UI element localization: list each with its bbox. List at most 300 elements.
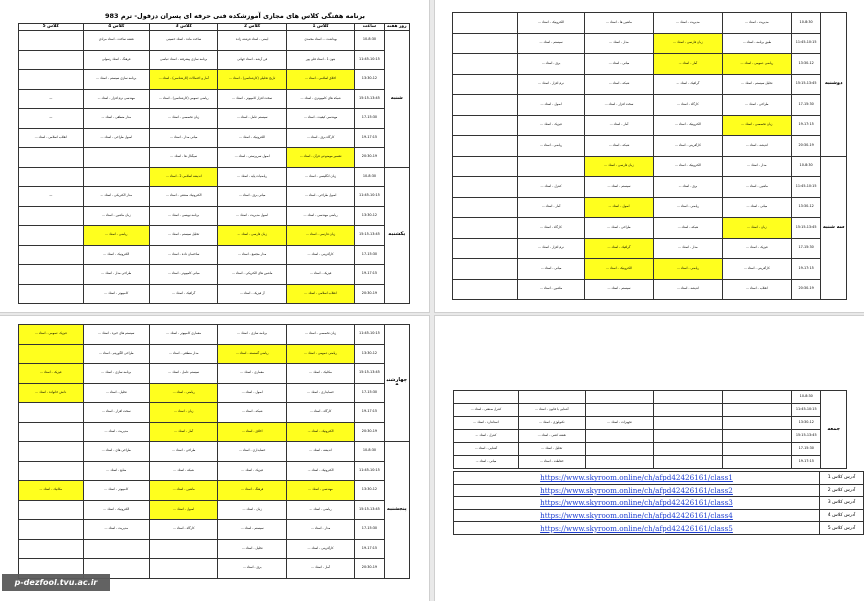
class-link[interactable]: https://www.skyroom.online/ch/afpd42426161/class1 <box>454 472 820 485</box>
schedule-table <box>452 12 847 300</box>
schedule-page-2 <box>435 0 864 312</box>
course-cell: طراحی - استاد ... <box>585 218 654 239</box>
course-cell: مبانی - استاد ... <box>454 456 519 469</box>
course-cell: انقلاب - استاد ... <box>722 279 791 300</box>
course-cell: طراحی - استاد ... <box>150 442 218 462</box>
watermark: p-dezfool.tvu.ac.ir <box>2 574 110 591</box>
course-cell: برق - استاد ... <box>518 54 585 75</box>
course-cell <box>19 31 84 51</box>
time-cell: 15:15-13:45 <box>355 364 384 384</box>
course-cell: مهندسی - استاد ... <box>286 481 354 501</box>
time-cell: 19-17:15 <box>355 403 384 423</box>
day-cell: دوشنبه <box>821 13 847 157</box>
course-cell: تفسیر موضوعی قرآن - استاد ... <box>286 148 354 168</box>
course-cell: اصول - استاد ... <box>585 197 654 218</box>
schedule-title: برنامه هفتگی کلاس های مجازی آموزشکده فنی حرفه ای پسران دزفول- ترم 983 <box>105 12 365 20</box>
course-cell: مدار - استاد ... <box>722 156 791 177</box>
course-cell: شبکه - استاد ... <box>585 74 654 95</box>
course-cell: فیزیک - استاد ... <box>518 115 585 136</box>
course-cell: الکترونیک - استاد ... <box>286 461 354 481</box>
course-cell: نرم افزار - استاد ... <box>518 238 585 259</box>
course-cell: فیزیک - استاد ... <box>286 265 354 285</box>
time-cell: 19-17:15 <box>792 456 821 469</box>
course-cell: نرم افزار - استاد ... <box>518 74 585 95</box>
course-cell: اصول طراحی - استاد ... <box>286 187 354 207</box>
course-cell: ریاضی - استاد ... <box>653 259 722 280</box>
course-cell: ماشین - استاد ... <box>150 481 218 501</box>
course-cell: کنترل صنعتی - استاد ... <box>454 404 519 417</box>
time-cell: 20:30-19 <box>791 279 821 300</box>
time-cell: 17-15:30 <box>355 383 384 403</box>
course-cell: دانش خانواده - استاد ... <box>19 383 84 403</box>
class-links-table <box>453 471 864 535</box>
course-cell <box>654 391 723 404</box>
course-cell: آشنایی - استاد ... <box>454 443 519 456</box>
time-cell: 13:30-12 <box>355 344 384 364</box>
course-cell: سیستم - استاد ... <box>585 177 654 198</box>
course-cell <box>83 148 149 168</box>
course-cell <box>453 74 518 95</box>
day-cell: یکشنبه <box>384 167 409 304</box>
course-cell: برنامه سازی - استاد ... <box>218 325 286 345</box>
course-cell <box>585 443 654 456</box>
class-link-label: آدرس کلاس 3 <box>820 497 864 510</box>
course-cell: حسابداری - استاد ... <box>218 442 286 462</box>
header-cell: کلاس 5 <box>19 24 84 31</box>
time-cell: 10-8:30 <box>792 391 821 404</box>
time-cell: 15:15-13:45 <box>791 218 821 239</box>
header-cell: کلاس 3 <box>150 24 218 31</box>
day-cell: شنبه <box>384 31 409 168</box>
course-cell: گرافیک - استاد ... <box>585 238 654 259</box>
course-cell: زبان تخصصی - استاد ... <box>150 109 218 129</box>
course-cell <box>518 156 585 177</box>
header-cell: کلاس 1 <box>286 24 354 31</box>
course-cell: مدار - استاد ... <box>585 33 654 54</box>
course-cell: شبکه - استاد ... <box>150 461 218 481</box>
course-cell: تاریخ تحلیلی (کارشناسی) - استاد ... <box>218 70 286 90</box>
course-cell: مدیریت - استاد ... <box>722 13 791 34</box>
course-cell: طراحی های - استاد ... <box>83 442 149 462</box>
course-cell: سیستم عامل - استاد ... <box>150 364 218 384</box>
course-cell <box>19 245 84 265</box>
course-cell: تحلیل - استاد ... <box>83 383 149 403</box>
course-cell <box>654 443 723 456</box>
course-cell: مدار منطقی - استاد ... <box>83 109 149 129</box>
course-cell: زبان ماشین - استاد ... <box>83 206 149 226</box>
course-cell <box>518 391 585 404</box>
course-cell: تکنولوژی - استاد ... <box>518 417 585 430</box>
course-cell <box>19 500 84 520</box>
course-cell: مبانی - استاد ... <box>518 259 585 280</box>
course-cell: بهداشت ... استاد محمدی <box>286 31 354 51</box>
course-cell: ساخت ماده - استاد حسینی <box>150 31 218 51</box>
class-link[interactable]: https://www.skyroom.online/ch/afpd42426161/class2 <box>454 484 820 497</box>
time-cell: 10-8:30 <box>355 167 384 187</box>
course-cell <box>19 520 84 540</box>
course-cell: اخلاق اسلامی - استاد ... <box>286 70 354 90</box>
course-cell: — <box>19 89 84 109</box>
course-cell: اصول سرپرستی - استاد ... <box>218 148 286 168</box>
course-cell <box>454 391 519 404</box>
time-cell: 13:30-12 <box>792 417 821 430</box>
course-cell <box>585 391 654 404</box>
course-cell: معماری کامپیوتر - استاد ... <box>150 325 218 345</box>
time-cell: 17-15:30 <box>355 520 384 540</box>
course-cell <box>19 284 84 304</box>
time-cell: 20:30-19 <box>355 422 384 442</box>
time-cell: 13:30-12 <box>791 54 821 75</box>
class-link-label: آدرس کلاس 2 <box>820 484 864 497</box>
course-cell: مبانی - استاد ... <box>722 197 791 218</box>
course-cell <box>19 148 84 168</box>
course-cell: منابع - استاد ... <box>83 461 149 481</box>
course-cell: اندیشه اسلامی 2 - استاد ... <box>150 167 218 187</box>
course-cell: برق - استاد ... <box>653 177 722 198</box>
course-cell: انقلاب اسلامی - استاد ... <box>286 284 354 304</box>
course-cell: فیزیک - استاد ... <box>19 364 84 384</box>
course-cell <box>585 430 654 443</box>
course-cell: نقشه ساخت - استاد مرادی <box>83 31 149 51</box>
course-cell: ریاضی عمومی - استاد ... <box>286 344 354 364</box>
course-cell <box>453 279 518 300</box>
course-cell: آمار و احتمالات (کارشناسی) - استاد ... <box>150 70 218 90</box>
time-cell: 15:15-13:45 <box>792 430 821 443</box>
course-cell: زبان فارسی - استاد ... <box>653 33 722 54</box>
time-cell: 15:15-13:45 <box>355 226 384 246</box>
time-cell: 11:45-10:15 <box>355 325 384 345</box>
course-cell <box>19 265 84 285</box>
course-cell: گرافیک - استاد ... <box>150 284 218 304</box>
time-cell: 17-15:30 <box>791 238 821 259</box>
time-cell: 20:30-19 <box>355 148 384 168</box>
course-cell: آشنایی با قانون - استاد ... <box>518 404 585 417</box>
course-cell: ریاضی عمومی (کارشناسی) - استاد ... <box>150 89 218 109</box>
time-cell: 15:15-13:45 <box>355 89 384 109</box>
time-cell: 19-17:15 <box>791 259 821 280</box>
course-cell: انقلاب اسلامی - استاد ... <box>19 128 84 148</box>
course-cell <box>723 404 792 417</box>
course-cell: الکترونیک - استاد ... <box>218 128 286 148</box>
time-cell: 20:30-19 <box>355 559 384 579</box>
course-cell: ریاضی عمومی - استاد ... <box>722 54 791 75</box>
course-cell: الکترونیک صنعتی - استاد ... <box>150 187 218 207</box>
course-cell <box>83 167 149 187</box>
course-cell: مکانیک - استاد ... <box>286 364 354 384</box>
course-cell: فن آرشه - استاد جهانی <box>218 50 286 70</box>
course-cell: ایمنی - استاد فرشته زاده <box>218 31 286 51</box>
course-cell <box>723 391 792 404</box>
course-cell: الکترونیک - استاد ... <box>653 115 722 136</box>
course-cell: مدیریت - استاد ... <box>83 520 149 540</box>
course-cell: ریاضیات پایه - استاد ... <box>218 167 286 187</box>
course-cell: مبانی مدار - استاد ... <box>150 128 218 148</box>
course-cell <box>453 259 518 280</box>
course-cell: اصول - استاد ... <box>218 383 286 403</box>
course-cell: شبکه - استاد ... <box>218 403 286 423</box>
course-cell: مبانی کامپیوتر - استاد ... <box>150 265 218 285</box>
course-cell: کنترل - استاد ... <box>518 177 585 198</box>
course-cell <box>19 539 84 559</box>
course-cell: کارگاه - استاد ... <box>150 520 218 540</box>
time-cell: 10-8:30 <box>355 31 384 51</box>
course-cell <box>585 456 654 469</box>
course-cell: استاندارد - استاد ... <box>454 417 519 430</box>
course-cell <box>453 136 518 157</box>
course-cell: سیستم عامل - استاد ... <box>218 109 286 129</box>
course-cell: ریاضی مهندسی - استاد ... <box>286 206 354 226</box>
time-cell: 11:45-10:15 <box>791 177 821 198</box>
course-cell: شبکه های کامپیوتری - استاد ... <box>286 89 354 109</box>
course-cell: آز فیزیک - استاد ... <box>218 284 286 304</box>
course-cell: الکترونیک - استاد ... <box>286 422 354 442</box>
course-cell <box>723 443 792 456</box>
course-cell <box>150 539 218 559</box>
course-cell: مدیریت - استاد ... <box>653 13 722 34</box>
course-cell <box>19 442 84 462</box>
course-cell: شبکه - استاد ... <box>585 136 654 157</box>
course-cell: سیستم - استاد ... <box>218 520 286 540</box>
class-link[interactable]: https://www.skyroom.online/ch/afpd42426161/class5 <box>454 522 820 535</box>
course-cell: ریاضی - استاد ... <box>83 226 149 246</box>
course-cell <box>19 344 84 364</box>
time-cell: 17-15:30 <box>355 109 384 129</box>
course-cell: مدیریت - استاد ... <box>83 422 149 442</box>
course-cell <box>150 559 218 579</box>
course-cell: کامپیوتر - استاد ... <box>83 481 149 501</box>
course-cell <box>19 422 84 442</box>
course-cell: زبان فارسی - استاد ... <box>585 156 654 177</box>
course-cell: کارگاه - استاد ... <box>286 403 354 423</box>
course-cell: طراحی الگوریتم - استاد ... <box>83 344 149 364</box>
day-cell: جمعه <box>821 391 847 469</box>
course-cell: ساختمان داده - استاد ... <box>150 245 218 265</box>
course-cell: ریاضی - استاد ... <box>518 136 585 157</box>
time-cell: 13:30-12 <box>791 197 821 218</box>
time-cell: 20:30-19 <box>355 284 384 304</box>
friday-table <box>453 390 847 469</box>
course-cell: الکترونیک - استاد ... <box>518 13 585 34</box>
class-link-label: آدرس کلاس 5 <box>820 522 864 535</box>
course-cell: مدار - استاد ... <box>286 520 354 540</box>
course-cell <box>19 226 84 246</box>
course-cell: معماری - استاد ... <box>218 364 286 384</box>
course-cell: الکترونیک - استاد ... <box>83 245 149 265</box>
course-cell <box>654 430 723 443</box>
course-cell: تحلیل سیستم - استاد ... <box>722 74 791 95</box>
course-cell <box>19 70 84 90</box>
time-cell: 19-17:15 <box>355 265 384 285</box>
course-cell: کامپیوتر - استاد ... <box>83 284 149 304</box>
course-cell: ریاضی - استاد ... <box>653 197 722 218</box>
course-cell: الکترونیک - استاد ... <box>585 259 654 280</box>
course-cell: اندیشه - استاد ... <box>286 442 354 462</box>
time-cell: 17-15:30 <box>791 95 821 116</box>
course-cell: حسابداری - استاد ... <box>286 383 354 403</box>
course-cell: اصول طراحی - استاد ... <box>83 128 149 148</box>
course-cell: کارآفرینی - استاد ... <box>286 245 354 265</box>
course-cell: برنامه سازی - استاد ... <box>83 364 149 384</box>
course-cell <box>723 456 792 469</box>
day-cell: پنجشنبه <box>384 442 409 579</box>
course-cell: کارآفرینی - استاد ... <box>653 136 722 157</box>
time-cell: 11:45-10:15 <box>355 50 384 70</box>
course-cell: بتون 1 - استاد قلی پور <box>286 50 354 70</box>
course-cell: کارگاه - استاد ... <box>653 95 722 116</box>
course-cell: زبان انگلیسی - استاد ... <box>286 167 354 187</box>
class-link-label: آدرس کلاس 4 <box>820 509 864 522</box>
course-cell <box>654 456 723 469</box>
class-link[interactable]: https://www.skyroom.online/ch/afpd42426161/class4 <box>454 509 820 522</box>
course-cell: ماشین های الکتریکی - استاد ... <box>218 265 286 285</box>
day-cell: چهارشنبه <box>384 325 409 442</box>
time-cell: 17-15:30 <box>792 443 821 456</box>
time-cell: 11:45-10:15 <box>355 461 384 481</box>
course-cell: فیزیک عمومی - استاد ... <box>19 325 84 345</box>
course-cell: کارآفرینی - استاد ... <box>286 539 354 559</box>
header-cell: روز هفته <box>384 24 409 31</box>
course-cell: آمار - استاد ... <box>286 559 354 579</box>
course-cell: فیزیک - استاد ... <box>722 238 791 259</box>
course-cell <box>19 461 84 481</box>
course-cell: تحلیل سیستم - استاد ... <box>150 226 218 246</box>
course-cell <box>453 95 518 116</box>
course-cell: آمار - استاد ... <box>585 115 654 136</box>
course-cell: برنامه سازی پیشرفته - استاد عباسی <box>150 50 218 70</box>
time-cell: 11:45-10:15 <box>792 404 821 417</box>
day-cell: سه شنبه <box>821 156 847 300</box>
course-cell: زبان - استاد ... <box>218 500 286 520</box>
time-cell: 20:30-19 <box>791 136 821 157</box>
class-link[interactable]: https://www.skyroom.online/ch/afpd42426161/class3 <box>454 497 820 510</box>
time-cell: 11:45-10:15 <box>791 33 821 54</box>
course-cell: زبان فارسی - استاد ... <box>286 226 354 246</box>
course-cell <box>453 115 518 136</box>
course-cell: — <box>19 109 84 129</box>
course-cell: اخلاق - استاد ... <box>218 422 286 442</box>
course-cell: تحلیل - استاد ... <box>218 539 286 559</box>
schedule-page-3 <box>0 316 429 601</box>
course-cell: کنترل - استاد ... <box>454 430 519 443</box>
course-cell: حفاظت - استاد ... <box>518 456 585 469</box>
course-cell: سیستم های خبره - استاد ... <box>83 325 149 345</box>
time-cell: 19-17:15 <box>355 539 384 559</box>
time-cell: 15:15-13:45 <box>791 74 821 95</box>
course-cell: برنامه سازی سیستم - استاد ... <box>83 70 149 90</box>
course-cell: مبانی - استاد ... <box>585 54 654 75</box>
course-cell <box>453 33 518 54</box>
course-cell <box>453 156 518 177</box>
course-cell: اصول - استاد ... <box>150 500 218 520</box>
course-cell: مکانیک - استاد ... <box>19 481 84 501</box>
course-cell: اصول - استاد ... <box>518 95 585 116</box>
course-cell: زبان تخصصی - استاد ... <box>286 325 354 345</box>
course-cell: ریاضی - استاد ... <box>150 383 218 403</box>
course-cell <box>453 13 518 34</box>
course-cell <box>453 197 518 218</box>
course-cell: ریاضی گسسته - استاد ... <box>218 344 286 364</box>
time-cell: 10-8:30 <box>791 13 821 34</box>
course-cell: مهندسی نرم افزار - استاد ... <box>83 89 149 109</box>
course-cell: سیگنال ها - استاد ... <box>150 148 218 168</box>
course-cell: اندیشه - استاد ... <box>722 136 791 157</box>
header-cell: ساعت <box>355 24 384 31</box>
course-cell: زبان فارسی - استاد ... <box>218 226 286 246</box>
course-cell: کارگاه برق - استاد ... <box>286 128 354 148</box>
course-cell: نقشه کشی - استاد ... <box>518 430 585 443</box>
course-cell: الکترونیک - استاد ... <box>653 156 722 177</box>
course-cell <box>19 50 84 70</box>
course-cell: ماشین - استاد ... <box>518 279 585 300</box>
course-cell <box>83 539 149 559</box>
course-cell <box>453 218 518 239</box>
time-cell: 10-8:30 <box>355 442 384 462</box>
course-cell: اندیشه - استاد ... <box>653 279 722 300</box>
course-cell: کارآفرینی - استاد ... <box>722 259 791 280</box>
course-cell: اصول مدیریت - استاد ... <box>218 206 286 226</box>
course-cell: مبانی برق - استاد ... <box>218 187 286 207</box>
course-cell: طراحی مدار - استاد ... <box>83 265 149 285</box>
course-cell: آمار - استاد ... <box>150 422 218 442</box>
course-cell: زبان - استاد ... <box>150 403 218 423</box>
course-cell: تجهیزات - استاد ... <box>585 417 654 430</box>
course-cell <box>453 177 518 198</box>
course-cell: مدار الکتریکی - استاد ... <box>83 187 149 207</box>
course-cell: سخت افزار - استاد ... <box>585 95 654 116</box>
course-cell: برنامه نویسی - استاد ... <box>150 206 218 226</box>
course-cell <box>19 167 84 187</box>
time-cell: 15:15-13:45 <box>355 500 384 520</box>
course-cell: کارگاه - استاد ... <box>518 218 585 239</box>
course-cell: سخت افزار - استاد ... <box>83 403 149 423</box>
course-cell: — <box>19 187 84 207</box>
course-cell: طراحی - استاد ... <box>722 95 791 116</box>
course-cell: آمار - استاد ... <box>518 197 585 218</box>
header-cell: کلاس 2 <box>218 24 286 31</box>
course-cell: مدار منطقی - استاد ... <box>150 344 218 364</box>
time-cell: 13:30-12 <box>355 206 384 226</box>
time-cell: 17-15:30 <box>355 245 384 265</box>
course-cell: ماشین - استاد ... <box>722 177 791 198</box>
course-cell: فیزیک - استاد ... <box>218 461 286 481</box>
time-cell: 19-17:15 <box>791 115 821 136</box>
class-link-label: آدرس کلاس 1 <box>820 472 864 485</box>
schedule-table <box>18 324 410 579</box>
course-cell: ریاضی - استاد ... <box>286 500 354 520</box>
course-cell <box>19 403 84 423</box>
course-cell <box>585 404 654 417</box>
course-cell: ماشین ها - استاد ... <box>585 13 654 34</box>
course-cell <box>723 430 792 443</box>
course-cell: برق - استاد ... <box>218 559 286 579</box>
course-cell: شبکه - استاد ... <box>653 218 722 239</box>
course-cell: آمار - استاد ... <box>653 54 722 75</box>
course-cell: گرافیک - استاد ... <box>653 74 722 95</box>
course-cell: مدار مجتمع - استاد ... <box>218 245 286 265</box>
course-cell: الکترونیک - استاد ... <box>83 500 149 520</box>
course-cell: تحلیل - استاد ... <box>518 443 585 456</box>
course-cell <box>453 54 518 75</box>
schedule-page-4 <box>435 316 864 601</box>
course-cell: فرهنگ - استاد ... <box>218 481 286 501</box>
course-cell: زبان تخصصی - استاد ... <box>722 115 791 136</box>
schedule-page-1 <box>0 0 429 312</box>
course-cell <box>654 417 723 430</box>
course-cell: طبق برنامه - استاد ... <box>722 33 791 54</box>
schedule-table <box>18 23 410 304</box>
course-cell: مهندسی کیفیت - استاد ... <box>286 109 354 129</box>
course-cell: سخت افزار کامپیوتر - استاد ... <box>218 89 286 109</box>
